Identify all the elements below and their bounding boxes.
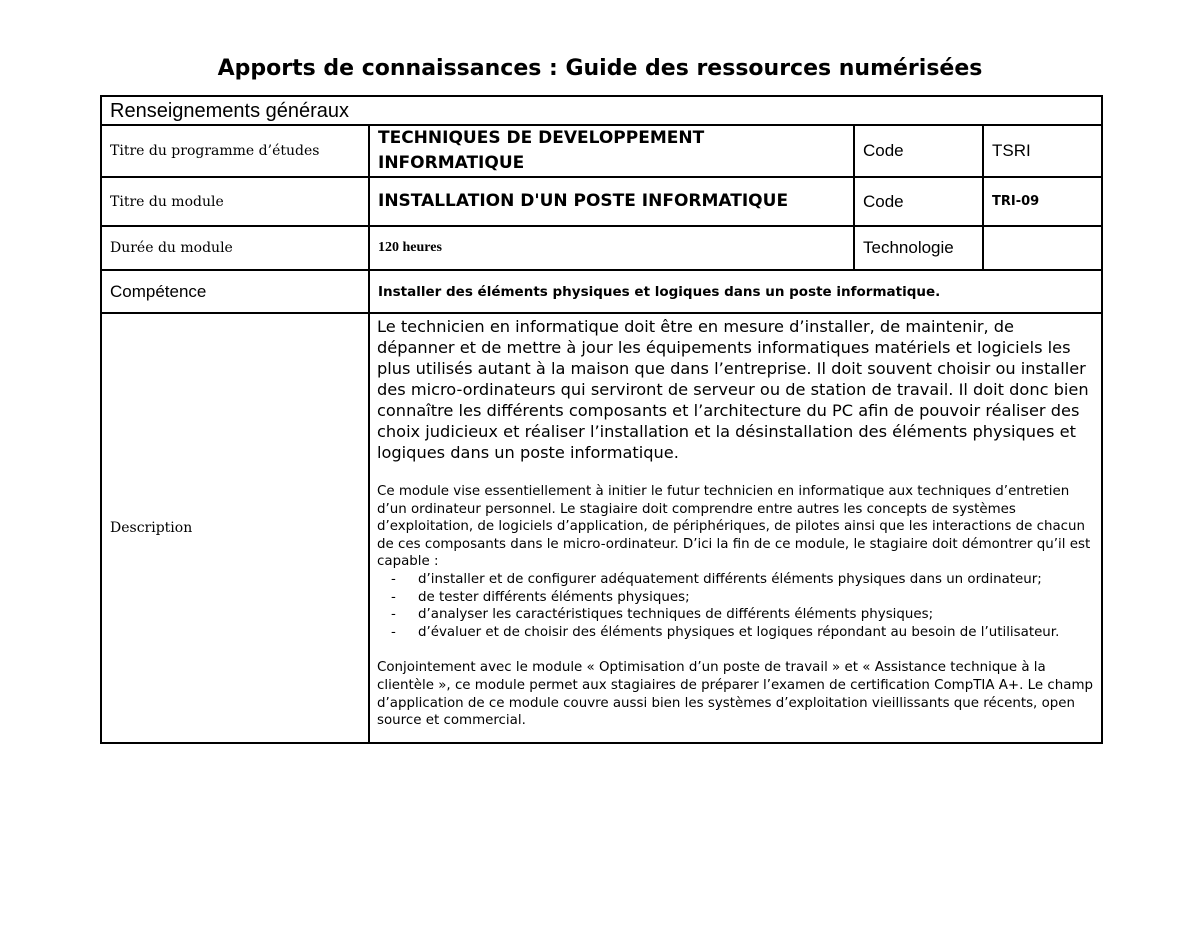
table-row-competence — [101, 270, 1102, 313]
description-paragraph-1: Le technicien en informatique doit être en mesure d’installer, de maintenir, de dépanner et de mettre à jour les équipements informatiques matériels et logiciels les plus utilisés autant à la maison que dans l’entreprise. Il doit souvent choisir ou installer des micro-ordinateurs qui serviront de serveur ou de station de travail. Il doit donc bien connaître les différents composants et l’architecture du PC afin de pouvoir réaliser des choix judicieux et réaliser l’installation et la désinstallation des éléments physiques et logiques dans un poste informatique. — [377, 317, 1089, 462]
description-paragraph-3: Conjointement avec le module « Optimisation d’un poste de travail » et « Assistance technique à la clientèle », ce module permet aux stagiaires de préparer l’examen de certification CompTIA A+. Le champ d’application de ce module couvre aussi bien les systèmes d’exploitation vieillissants que récents, open source et commercial. — [377, 660, 1093, 729]
program-label: Titre du programme d’études — [101, 125, 369, 177]
module-label: Titre du module — [101, 177, 369, 226]
table-row-duration — [101, 226, 1102, 270]
objectives-list — [377, 571, 1093, 641]
bullet-dash: - — [391, 624, 396, 640]
bullet-dash: - — [391, 607, 396, 623]
list-item: - de tester différents éléments physiques; — [391, 589, 690, 605]
general-info-table — [100, 95, 1103, 744]
competence-value: Installer des éléments physiques et logiques dans un poste informatique. — [369, 270, 1102, 313]
description-content — [369, 313, 1102, 743]
description-paragraph-2: Ce module vise essentiellement à initier le futur technicien en informatique aux techniques d’entretien d’un ordinateur personnel. Le stagiaire doit comprendre entre autres les concepts de systèmes d’exploitation, de logiciels d’application, de périphériques, de pilotes ainsi que les interactions de chacun de ces composants dans le micro-ordinateur. D’ici la fin de ce module, le stagiaire doit démontrer qu’il est capable : — [377, 484, 1091, 570]
list-item: - d’installer et de configurer adéquatement différents éléments physiques dans un ordinateur; — [391, 571, 1042, 587]
technology-label: Technologie — [854, 226, 983, 270]
module-code-value: TRI-09 — [983, 177, 1102, 226]
technology-value — [983, 226, 1102, 270]
bullet-dash: - — [391, 571, 396, 587]
module-code-label: Code — [854, 177, 983, 226]
table-row-module — [101, 177, 1102, 226]
module-value: INSTALLATION D'UN POSTE INFORMATIQUE — [369, 177, 854, 226]
duration-label: Durée du module — [101, 226, 369, 270]
bullet-dash: - — [391, 589, 396, 605]
table-row-program — [101, 125, 1102, 177]
program-code-value: TSRI — [983, 125, 1102, 177]
program-code-label: Code — [854, 125, 983, 177]
table-row-description — [101, 313, 1102, 743]
description-label: Description — [101, 313, 369, 743]
program-value: TECHNIQUES DE DEVELOPPEMENT INFORMATIQUE — [369, 125, 854, 177]
list-item: - d’évaluer et de choisir des éléments physiques et logiques répondant au besoin de l’utilisateur. — [391, 624, 1060, 640]
table-header: Renseignements généraux — [101, 96, 1102, 125]
competence-label: Compétence — [101, 270, 369, 313]
duration-value: 120 heures — [369, 226, 854, 270]
document-title: Apports de connaissances : Guide des ressources numérisées — [217, 56, 983, 81]
list-item: - d’analyser les caractéristiques techniques de différents éléments physiques; — [391, 607, 934, 623]
